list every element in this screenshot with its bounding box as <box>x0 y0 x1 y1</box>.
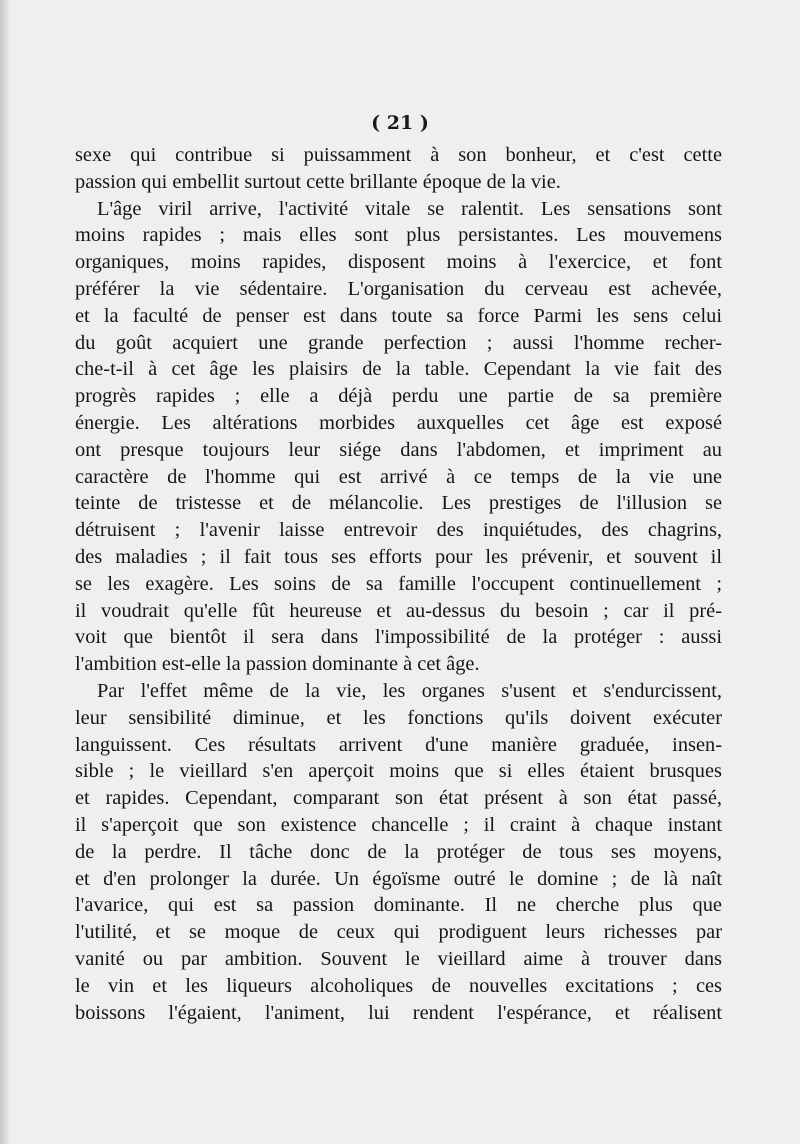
text-line: l'utilité, et se moque de ceux qui prodiguent leurs richesses par <box>75 921 722 944</box>
text-line: du goût acquiert une grande perfection ; aussi l'homme recher- <box>75 331 722 354</box>
text-line: et d'en prolonger la durée. Un égoïsme outré le domine ; de là naît <box>75 867 722 890</box>
page-text-body <box>75 142 722 1026</box>
text-line: l'ambition est-elle la passion dominante à cet âge. <box>75 653 480 676</box>
text-line: ont presque toujours leur siége dans l'abdomen, et impriment au <box>75 438 722 461</box>
text-line: et la faculté de penser est dans toute sa force Parmi les sens celui <box>75 304 722 327</box>
text-line: le vin et les liqueurs alcoholiques de nouvelles excitations ; ces <box>75 974 722 997</box>
text-line: se les exagère. Les soins de sa famille l'occupent continuellement ; <box>75 572 722 595</box>
text-line: che-t-il à cet âge les plaisirs de la table. Cependant la vie fait des <box>75 358 722 381</box>
text-line: passion qui embellit surtout cette brillante époque de la vie. <box>75 170 561 193</box>
text-line: L'âge viril arrive, l'activité vitale se ralentit. Les sensations sont <box>97 197 722 220</box>
paragraph <box>75 196 722 678</box>
paragraph <box>75 678 722 1026</box>
text-line: préférer la vie sédentaire. L'organisation du cerveau est achevée, <box>75 277 722 300</box>
text-line: énergie. Les altérations morbides auxquelles cet âge est exposé <box>75 411 722 434</box>
page-binding-edge <box>0 0 10 1144</box>
text-line: il voudrait qu'elle fût heureuse et au-dessus du besoin ; car il pré- <box>75 599 722 622</box>
text-line: organiques, moins rapides, disposent moins à l'exercice, et font <box>75 251 722 274</box>
text-line: il s'aperçoit que son existence chancelle ; il craint à chaque instant <box>75 813 722 836</box>
text-line: languissent. Ces résultats arrivent d'une manière graduée, insen- <box>75 733 722 756</box>
text-line: leur sensibilité diminue, et les fonctions qu'ils doivent exécuter <box>75 706 722 729</box>
text-line: progrès rapides ; elle a déjà perdu une partie de sa première <box>75 385 722 408</box>
text-line: voit que bientôt il sera dans l'impossibilité de la protéger : aussi <box>75 626 722 649</box>
text-line: moins rapides ; mais elles sont plus persistantes. Les mouvemens <box>75 224 722 247</box>
text-line: Par l'effet même de la vie, les organes s'usent et s'endurcissent, <box>97 679 722 702</box>
text-line: sible ; le vieillard s'en aperçoit moins que si elles étaient brusques <box>75 760 722 783</box>
text-line: boissons l'égaient, l'animent, lui rendent l'espérance, et réalisent <box>75 1001 722 1024</box>
text-line: vanité ou par ambition. Souvent le vieillard aime à trouver dans <box>75 947 722 970</box>
text-line: sexe qui contribue si puissamment à son bonheur, et c'est cette <box>75 144 722 166</box>
text-line: l'avarice, qui est sa passion dominante. Il ne cherche plus que <box>75 894 722 917</box>
text-line: teinte de tristesse et de mélancolie. Les prestiges de l'illusion se <box>75 492 722 515</box>
paragraph <box>75 142 722 196</box>
text-line: caractère de l'homme qui est arrivé à ce temps de la vie une <box>75 465 722 488</box>
text-line: de la perdre. Il tâche donc de la protéger de tous ses moyens, <box>75 840 722 863</box>
page-number: ( 21 ) <box>371 112 429 134</box>
text-line: et rapides. Cependant, comparant son état présent à son état passé, <box>75 787 722 810</box>
text-line: des maladies ; il fait tous ses efforts pour les prévenir, et souvent il <box>75 545 722 568</box>
text-line: détruisent ; l'avenir laisse entrevoir des inquiétudes, des chagrins, <box>75 519 722 542</box>
